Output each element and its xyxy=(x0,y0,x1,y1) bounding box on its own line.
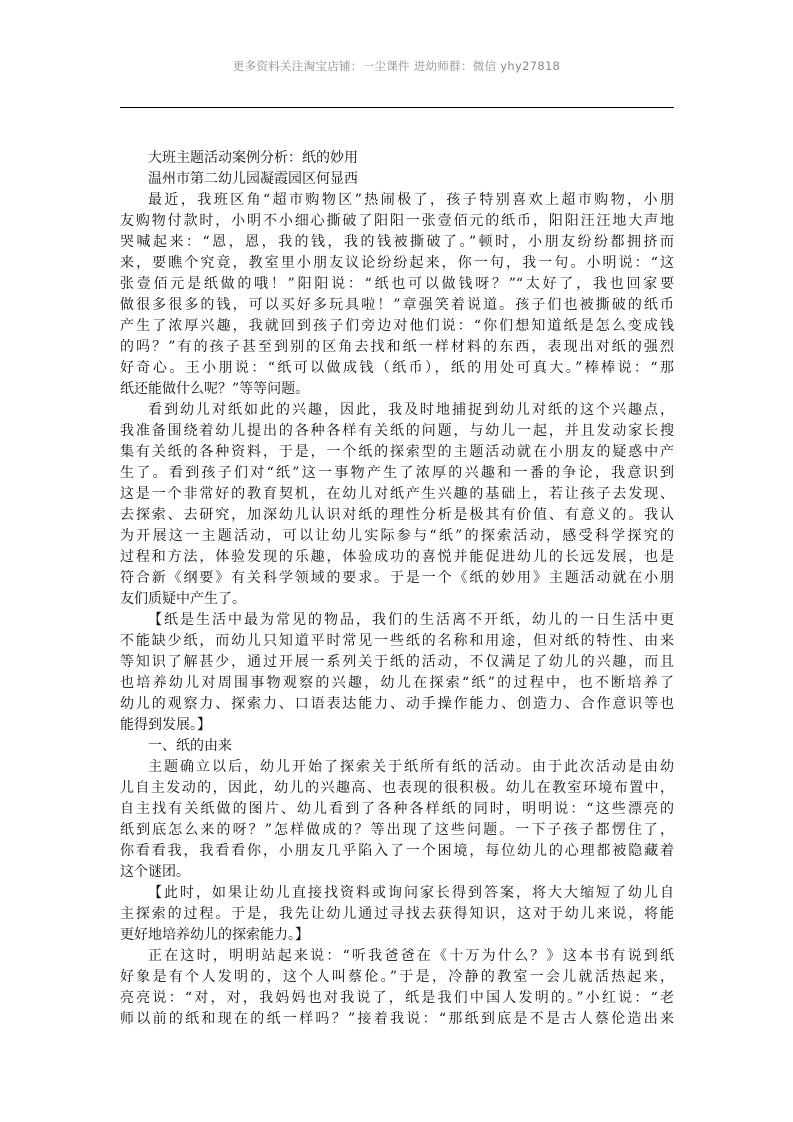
paragraph-2 xyxy=(120,400,674,610)
paragraph-line: 友购物付款时，小明不小细心撕破了阳阳一张壹佰元的纸币，阳阳汪汪地大声地 xyxy=(120,213,674,229)
paragraph-line: 纸还能做什么呢？”等等问题。 xyxy=(120,381,310,397)
paragraph-line: 不能缺少纸，而幼儿只知道平时常见一些纸的名称和用途，但对纸的特性、由来 xyxy=(120,633,674,649)
paragraph-line: 看到幼儿对纸如此的兴趣，因此，我及时地捕捉到幼儿对纸的这个兴趣点， xyxy=(148,402,674,418)
paragraph-line: 自主找有关纸做的图片、幼儿看到了各种各样纸的同时，明明说：“这些漂亮的 xyxy=(120,801,674,817)
paragraph-5-commentary xyxy=(120,883,674,946)
header-divider xyxy=(120,107,674,108)
paragraph-line: 张壹佰元是纸做的哦！”阳阳说：“纸也可以做钱呀？”“太好了，我也回家要 xyxy=(120,276,674,292)
paragraph-line: 去探索、去研究，加深幼儿认识对纸的理性分析是极其有价值、有意义的。我认 xyxy=(120,507,674,523)
paragraph-line: 儿自主发动的，因此，幼儿的兴趣高、也表现的很积极。幼儿在教室环境布置中， xyxy=(120,780,674,796)
page-header-promo: 更多资料关注淘宝店铺：一尘课件 进幼师群：微信 yhy27818 xyxy=(232,59,561,73)
paragraph-line: 这是一个非常好的教育契机，在幼儿对纸产生兴趣的基础上，若让孩子去发现、 xyxy=(120,486,674,502)
paragraph-line: 主题确立以后，幼儿开始了探索关于纸所有纸的活动。由于此次活动是由幼 xyxy=(148,759,674,775)
paragraph-line: 最近，我班区角“超市购物区”热闹极了，孩子特别喜欢上超市购物，小朋 xyxy=(148,192,674,208)
paragraph-line: 集有关纸的各种资料，于是，一个纸的探索型的主题活动就在小朋友的疑惑中产 xyxy=(120,444,674,460)
paragraph-line: 【此时，如果让幼儿直接找资料或询问家长得到答案，将大大缩短了幼儿自 xyxy=(148,885,674,901)
document-author: 温州市第二幼儿园凝霞园区何显西 xyxy=(148,171,358,187)
paragraph-line: 友们质疑中产生了。 xyxy=(120,591,246,607)
document-title: 大班主题活动案例分析：纸的妙用 xyxy=(148,150,358,166)
paragraph-line: 你看看我，我看看你，小朋友几乎陷入了一个困境，每位幼儿的心理都被隐藏着 xyxy=(120,843,674,859)
paragraph-line: 也培养幼儿对周围事物观察的兴趣，幼儿在探索“纸”的过程中，也不断培养了 xyxy=(120,675,674,691)
paragraph-line: 更好地培养幼儿的探索能力。】 xyxy=(120,927,309,943)
paragraph-line: 的吗？”有的孩子甚至到别的区角去找和纸一样材料的东西，表现出对纸的强烈 xyxy=(120,339,674,355)
paragraph-line: 来，要瞧个究竟，教室里小朋友议论纷纷起来，你一句，我一句。小明说：“这 xyxy=(120,255,674,271)
paragraph-1 xyxy=(120,190,674,400)
paragraph-line: 正在这时，明明站起来说：“听我爸爸在《十万为什么？》这本书有说到纸 xyxy=(148,948,674,964)
paragraph-line: 纸到底怎么来的呀？”怎样做成的？等出现了这些问题。一下子孩子都愣住了， xyxy=(120,822,674,838)
paragraph-line: 能得到发展。】 xyxy=(120,717,211,733)
paragraph-line: 我准备围绕着幼儿提出的各种各样有关纸的问题，与幼儿一起，并且发动家长搜 xyxy=(120,423,674,439)
paragraph-line: 幼儿的观察力、探索力、口语表达能力、动手操作能力、创造力、合作意识等也 xyxy=(120,696,674,712)
paragraph-4 xyxy=(120,757,674,883)
paragraph-line: 哭喊起来：“恩，恩，我的钱，我的钱被撕破了。”顿时，小朋友纷纷都拥挤而 xyxy=(120,234,674,250)
paragraph-line: 为开展这一主题活动，可以让幼儿实际参与“纸”的探索活动，感受科学探究的 xyxy=(120,528,674,544)
paragraph-line: 这个谜团。 xyxy=(120,864,190,880)
document-body xyxy=(120,148,674,1030)
paragraph-line: 好象是有个人发明的，这个人叫蔡伦。”于是，冷静的教室一会儿就活热起来， xyxy=(120,969,674,985)
section-heading: 一、纸的由来 xyxy=(148,738,232,754)
paragraph-line: 主探索的过程。于是，我先让幼儿通过寻找去获得知识，这对于幼儿来说，将能 xyxy=(120,906,674,922)
paragraph-line: 生了。看到孩子们对“纸”这一事物产生了浓厚的兴趣和一番的争论，我意识到 xyxy=(120,465,674,481)
paragraph-line: 符合新《纲要》有关科学领域的要求。于是一个《纸的妙用》主题活动就在小朋 xyxy=(120,570,674,586)
paragraph-line: 过程和方法，体验发现的乐趣，体验成功的喜悦并能促进幼儿的长远发展，也是 xyxy=(120,549,674,565)
paragraph-line: 【纸是生活中最为常见的物品，我们的生活离不开纸，幼儿的一日生活中更 xyxy=(148,612,674,628)
paragraph-3-commentary xyxy=(120,610,674,736)
paragraph-line: 师以前的纸和现在的纸一样吗？”接着我说：“那纸到底是不是古人蔡伦造出来 xyxy=(120,1011,674,1027)
paragraph-line: 等知识了解甚少，通过开展一系列关于纸的活动，不仅满足了幼儿的兴趣，而且 xyxy=(120,654,674,670)
paragraph-line: 好奇心。王小朋说：“纸可以做成钱（纸币），纸的用处可真大。”棒棒说：“那 xyxy=(120,360,674,376)
paragraph-line: 产生了浓厚兴趣，我就回到孩子们旁边对他们说：“你们想知道纸是怎么变成钱 xyxy=(120,318,674,334)
paragraph-6 xyxy=(120,946,674,1030)
paragraph-line: 亮亮说：“对，对，我妈妈也对我说了，纸是我们中国人发明的。”小红说：“老 xyxy=(120,990,674,1006)
paragraph-line: 做很多很多的钱，可以买好多玩具啦！”章强笑着说道。孩子们也被撕破的纸币 xyxy=(120,297,674,313)
